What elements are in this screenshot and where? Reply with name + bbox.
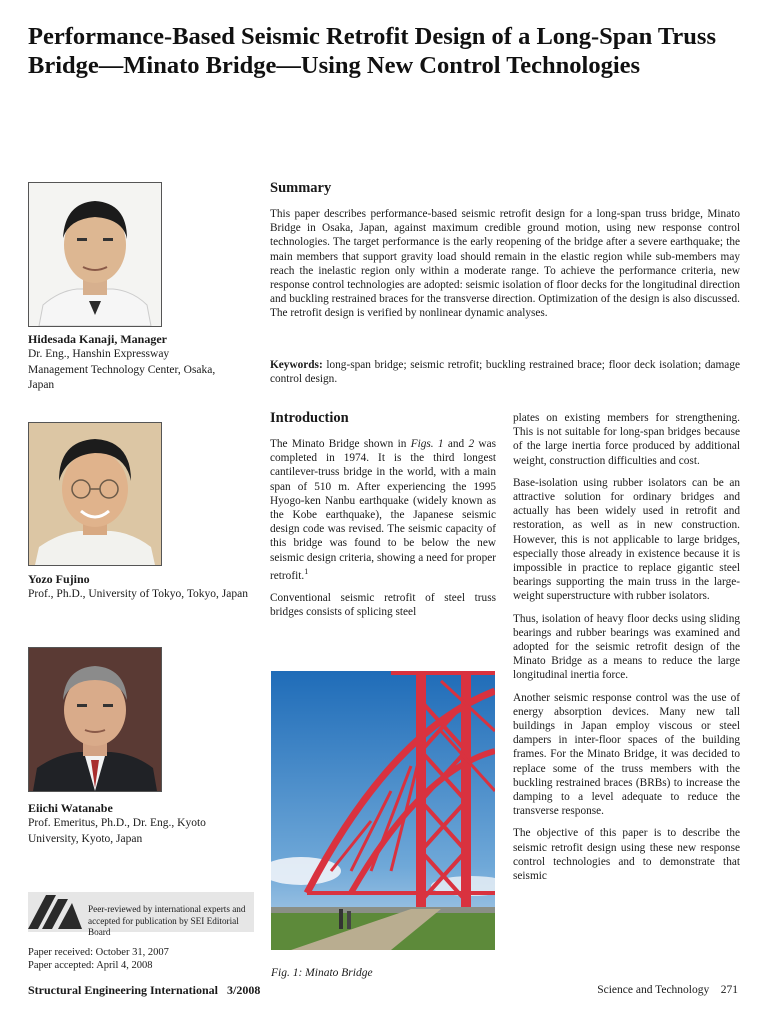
portrait-image	[29, 648, 161, 791]
fig-ref-1[interactable]: Figs. 1	[410, 438, 444, 450]
journal-issue: 3/2008	[227, 983, 261, 997]
bridge-photo-image	[271, 671, 495, 950]
page-number: 271	[720, 984, 738, 996]
author-photo-3	[28, 647, 162, 792]
keywords-text: long-span bridge; seismic retrofit; buckling restrained brace; floor deck isolation; damage control design.	[270, 359, 740, 386]
intro-paragraph-2: Conventional seismic retrofit of steel truss bridges consists of splicing steel	[270, 591, 496, 618]
intro-right-paragraph-5: The objective of this paper is to describe the seismic retrofit design using these new response control technologies and to demonstrate that seismic	[513, 827, 740, 883]
intro-right-paragraph-1: plates on existing members for strengthening. This is not suitable for long-span bridges because of the large inertia force produced by additional weight, construction difficulties and cost.	[513, 412, 740, 467]
journal-name: Structural Engineering International	[28, 983, 219, 997]
section-name: Science and Technology	[597, 984, 710, 996]
text-run: and	[443, 438, 469, 450]
portrait-image	[29, 183, 161, 326]
intro-right-paragraph-4: Another seismic response control was the use of energy absorption devices. Many new tall buildings in Japan employ viscous or steel dampers in inter-floor spaces of the building frames. For the Minato Bridge, it was decided to replace some of the truss members with the buckling restrained braces (BRBs) to increase the damping to a level adequate to reduce the transverse response.	[513, 691, 740, 818]
footnote-ref-1[interactable]: 1	[304, 566, 309, 576]
text-run: was completed in 1974. It is the third longest cantilever-truss bridge in the world, with a main span of 510 m. After experiencing the 1995 Hyogo-ken Nanbu earthquake (widely known as the Kobe earthquake), the Japanese seismic design code was revised. The seismic capacity of this bridge was found to be below the new seismic design criteria, showing a need for proper retrofit.	[270, 438, 496, 582]
keywords	[270, 358, 740, 386]
section-footer	[597, 984, 738, 996]
summary-text: This paper describes performance-based seismic retrofit design for a long-span truss bridge, Minato Bridge in Osaka, Japan, against maximum credible ground motion, using new response control technologies. The target performance is the early reopening of the bridge after a severe earthquake; the main members that support gravity load should remain in the elastic region while sub-members may reach the inelastic region only within a moderate range. To achieve the performance criteria, new response control technologies are adopted: seismic isolation of floor decks for the longitudinal direction and buckling restrained braces for the transverse direction. Optimization of the design is also discussed. The retrofit design is verified by nonlinear dynamic analyses.	[270, 208, 740, 320]
author-affiliation-1: Dr. Eng., Hanshin Expressway Management Technology Center, Osaka, Japan	[28, 348, 216, 391]
intro-column-right	[513, 411, 740, 883]
author-photo-1	[28, 182, 162, 327]
portrait-image	[29, 423, 161, 565]
author-affiliation-3: Prof. Emeritus, Ph.D., Dr. Eng., Kyoto University, Kyoto, Japan	[28, 817, 206, 845]
journal-footer	[28, 983, 260, 998]
author-photo-2	[28, 422, 162, 566]
figure-1-photo	[271, 671, 495, 950]
author-name-2: Yozo Fujino	[28, 572, 90, 586]
keywords-label: Keywords:	[270, 359, 323, 371]
article-title: Performance-Based Seismic Retrofit Design of a Long-Span Truss Bridge—Minato Bridge—Using New Control Technologies	[28, 23, 716, 79]
intro-right-paragraph-2: Base-isolation using rubber isolators can be an attractive solution for ordinary bridges and actually has been widely used in retrofit and restoration, as well as in new construction. However, this is not applicable to large bridges, especially those already in existence because it is impossible in practice to replace gigantic steel bearings supporting the main truss in the large-weight superstructure with rubber isolators.	[513, 476, 740, 603]
author-name-3: Eiichi Watanabe	[28, 801, 113, 815]
intro-paragraph-1	[270, 437, 496, 583]
peer-review-note: Peer-reviewed by international experts and accepted for publication by SEI Editorial Board	[88, 904, 246, 938]
text-run: The Minato Bridge shown in	[270, 438, 411, 450]
received-date: Paper received: October 31, 2007	[28, 947, 169, 958]
accepted-date: Paper accepted: April 4, 2008	[28, 960, 153, 971]
figure-1-caption: Fig. 1: Minato Bridge	[271, 966, 373, 979]
author-name-1: Hidesada Kanaji, Manager	[28, 332, 168, 346]
intro-column-left	[270, 437, 496, 619]
summary-heading: Summary	[270, 180, 332, 196]
author-affiliation-2: Prof., Ph.D., University of Tokyo, Tokyo, Japan	[28, 588, 248, 600]
fig-ref-2[interactable]: 2	[468, 438, 475, 450]
paper-dates	[28, 946, 169, 972]
introduction-heading: Introduction	[270, 410, 349, 426]
sei-logo-icon	[28, 895, 82, 929]
intro-right-paragraph-3: Thus, isolation of heavy floor decks using sliding bearings and rubber bearings was examined and adopted for the seismic retrofit design of the Minato Bridge as a means to reduce the large longitudinal inertia force.	[513, 612, 740, 682]
